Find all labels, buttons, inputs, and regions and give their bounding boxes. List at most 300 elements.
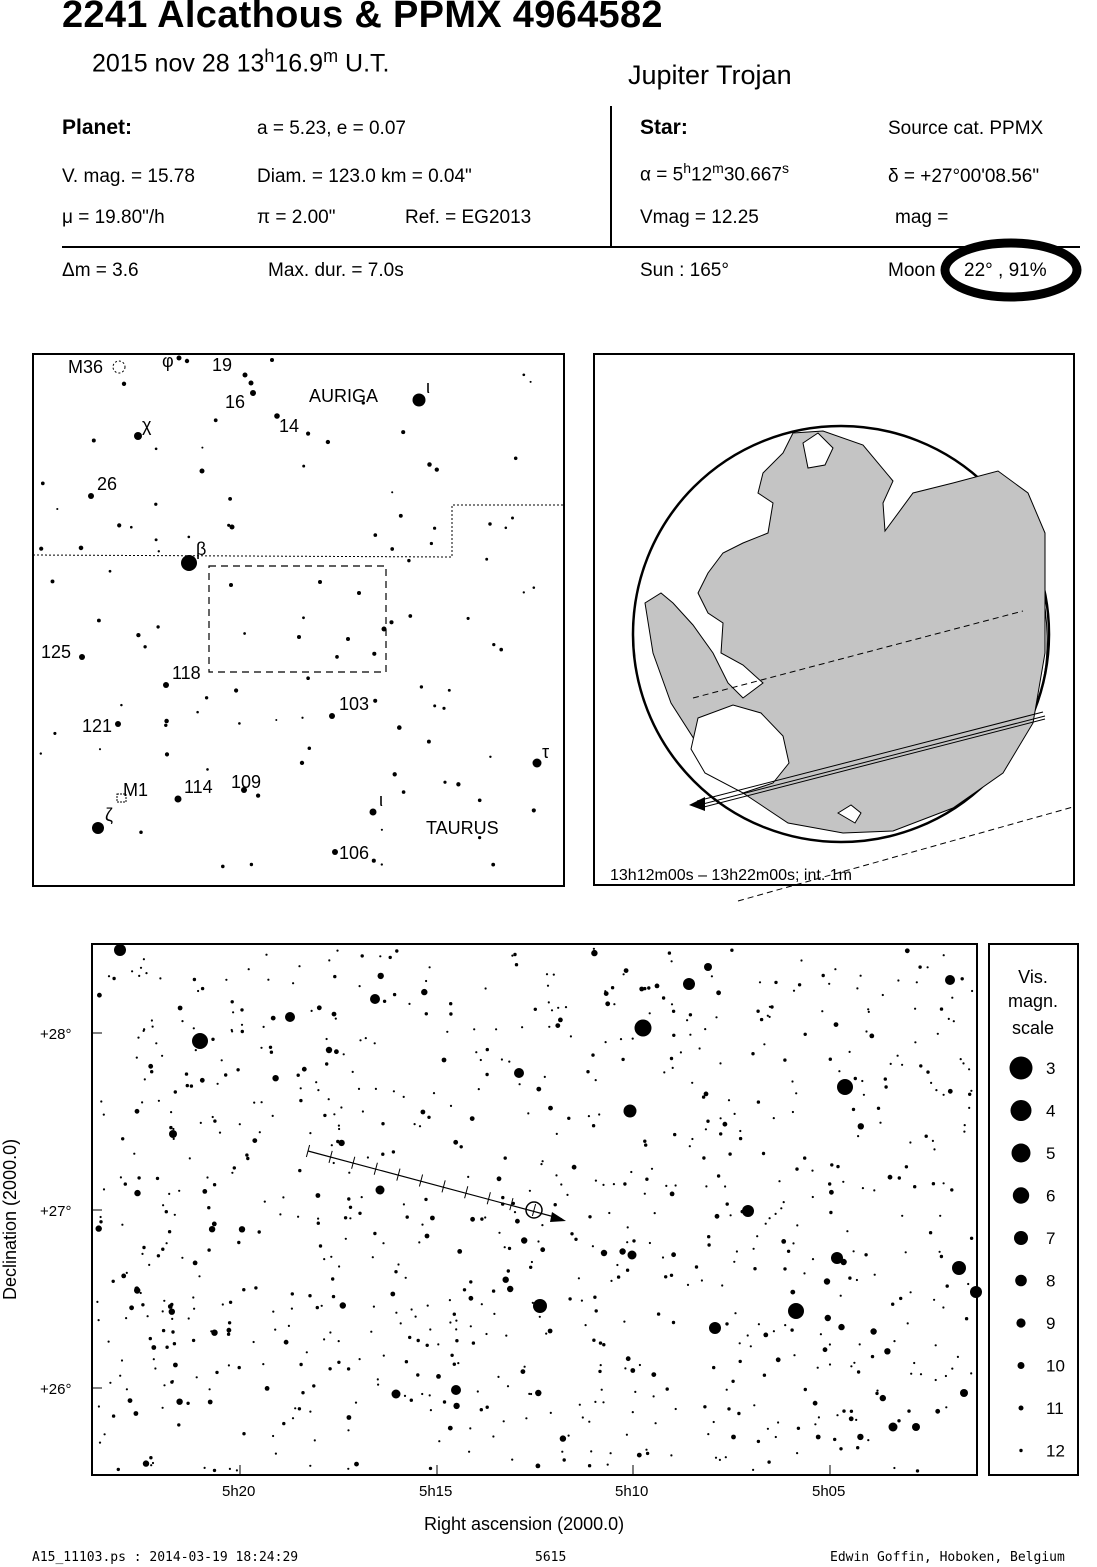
chart-star (134, 1411, 139, 1416)
chart-star (741, 1210, 744, 1213)
chart-star (504, 1246, 506, 1248)
chart-star (144, 1078, 146, 1080)
chart-star (379, 955, 381, 957)
table-divider-horizontal (62, 246, 1080, 248)
finder-star (491, 863, 495, 867)
finder-star (372, 652, 376, 656)
chart-star (914, 1041, 916, 1043)
finder-star (181, 555, 197, 571)
chart-star (901, 1064, 903, 1066)
chart-star (704, 963, 712, 971)
finder-star (522, 373, 525, 376)
chart-star (753, 1267, 756, 1270)
chart-star (449, 1002, 452, 1005)
chart-star (137, 1176, 140, 1179)
chart-star (760, 1018, 763, 1021)
legend-mag-label: 7 (1046, 1229, 1056, 1248)
finder-star (122, 382, 126, 386)
chart-star (193, 1308, 195, 1310)
chart-star (157, 1254, 160, 1257)
chart-star (416, 1373, 419, 1376)
chart-star (383, 1000, 386, 1003)
chart-star (798, 983, 801, 986)
chart-star (211, 1038, 214, 1041)
chart-star (162, 1310, 164, 1312)
chart-star (601, 1389, 603, 1391)
chart-star (359, 1039, 361, 1041)
chart-star (945, 975, 955, 985)
chart-star (856, 1446, 859, 1449)
chart-star (150, 1070, 153, 1073)
chart-star (177, 1423, 180, 1426)
finder-star (130, 526, 133, 529)
finder-star (164, 719, 168, 723)
chart-star (245, 1153, 248, 1156)
chart-star (300, 1087, 302, 1089)
chart-star (284, 1340, 289, 1345)
chart-star (521, 1026, 523, 1028)
chart-star (602, 1401, 604, 1403)
chart-star (137, 1037, 139, 1039)
chart-star (960, 1389, 968, 1397)
chart-star (529, 1190, 531, 1192)
globe-caption: 13h12m00s – 13h22m00s; int. 1m (610, 867, 852, 884)
chart-star (683, 978, 695, 990)
star-delta: δ = +27°00'08.56" (888, 166, 1040, 187)
chart-star (868, 1011, 870, 1013)
chart-star (236, 1469, 238, 1471)
chart-star (429, 966, 431, 968)
chart-star (258, 1230, 261, 1233)
finder-star (397, 725, 402, 730)
chart-star (200, 1078, 205, 1083)
chart-star (232, 1011, 234, 1013)
chart-star (442, 1058, 447, 1063)
chart-star (299, 1363, 302, 1366)
chart-star (792, 1242, 794, 1244)
star-source: Source cat. PPMX (888, 118, 1044, 139)
finder-star (399, 514, 403, 518)
chart-star (953, 1020, 955, 1022)
chart-star (968, 1093, 971, 1096)
chart-star (503, 1420, 505, 1422)
finder-star (402, 790, 406, 794)
chart-star (192, 1339, 195, 1342)
finder-star (448, 689, 451, 692)
chart-star (209, 1388, 211, 1390)
finder-star (243, 373, 248, 378)
chart-star (265, 954, 267, 956)
chart-star (672, 1321, 675, 1324)
chart-star (675, 1408, 677, 1410)
chart-star (925, 1135, 928, 1138)
chart-star (913, 1362, 915, 1364)
chart-star (858, 1126, 860, 1128)
chart-star (666, 1387, 669, 1390)
chart-star (171, 1318, 173, 1320)
chart-star (736, 1250, 738, 1252)
chart-star (426, 1344, 429, 1347)
chart-star (943, 954, 945, 956)
chart-star (940, 1007, 943, 1010)
chart-star (750, 1345, 752, 1347)
chart-star (222, 1303, 224, 1305)
chart-star (161, 1248, 164, 1251)
chart-star (292, 1417, 294, 1419)
chart-star (867, 1008, 869, 1010)
chart-star (328, 1098, 330, 1100)
chart-star (140, 967, 142, 969)
chart-star (376, 1186, 385, 1195)
finder-star (79, 546, 84, 551)
chart-star (514, 1068, 524, 1078)
chart-star (846, 1230, 848, 1232)
chart-star (853, 1362, 855, 1364)
finder-star (201, 447, 203, 449)
chart-star (103, 1188, 105, 1190)
chart-star (784, 1324, 786, 1326)
chart-star (178, 1006, 183, 1011)
chart-star (623, 1321, 625, 1323)
finder-star (427, 740, 431, 744)
finder-star (41, 482, 45, 486)
finder-star (205, 696, 208, 699)
chart-star (272, 1115, 274, 1117)
chart-star (336, 1140, 339, 1143)
chart-star (298, 1169, 301, 1172)
chart-star (623, 973, 625, 975)
chart-star (671, 960, 673, 962)
chart-star (437, 1343, 439, 1345)
chart-star (619, 1248, 625, 1254)
chart-star (129, 1305, 134, 1310)
chart-star (849, 1051, 851, 1053)
chart-star (148, 1264, 150, 1266)
chart-star (497, 1176, 502, 1181)
label-phi: φ (162, 353, 174, 371)
chart-star (519, 1083, 521, 1085)
chart-star (493, 1313, 495, 1315)
chart-star (449, 1321, 451, 1323)
chart-star (547, 985, 549, 987)
chart-star (141, 1101, 143, 1103)
chart-star (332, 1012, 337, 1017)
chart-star (874, 1274, 876, 1276)
chart-star (301, 1391, 304, 1394)
finder-star (485, 558, 488, 561)
finder-star (533, 586, 536, 589)
chart-star (788, 1303, 804, 1319)
finder-star (165, 752, 169, 756)
chart-star (253, 1341, 255, 1343)
planet-parallax: π = 2.00" (257, 207, 336, 228)
finder-star (154, 503, 157, 506)
chart-star (617, 1275, 620, 1278)
chart-star (168, 1230, 171, 1233)
chart-star (602, 1184, 604, 1186)
chart-star (739, 1137, 742, 1140)
chart-star (98, 1319, 100, 1321)
chart-star (541, 1224, 543, 1226)
chart-star (536, 1087, 541, 1092)
finder-star (357, 591, 361, 595)
chart-star (635, 1020, 652, 1037)
chart-star (317, 1218, 319, 1220)
finder-star (435, 467, 439, 471)
finder-star (185, 359, 189, 363)
globe-panel (593, 353, 1097, 908)
chart-star (588, 1115, 590, 1117)
chart-star (308, 1294, 311, 1297)
chart-star (159, 977, 161, 979)
chart-star (829, 1058, 832, 1061)
chart-star (582, 1416, 584, 1418)
chart-star (733, 1261, 735, 1263)
chart-star (737, 1412, 740, 1415)
chart-star (728, 1152, 731, 1155)
chart-star (383, 1355, 385, 1357)
chart-star (142, 1246, 145, 1249)
chart-star (838, 1324, 844, 1330)
chart-star (717, 1174, 720, 1177)
chart-star (814, 1423, 816, 1425)
chart-star (570, 1232, 573, 1235)
chart-star (796, 1224, 798, 1226)
chart-star (672, 1010, 675, 1013)
planet-motion: μ = 19.80"/h (62, 207, 165, 228)
chart-star (370, 1331, 372, 1333)
chart-star (193, 1261, 198, 1266)
chart-star (117, 1468, 120, 1471)
chart-star (457, 1362, 459, 1364)
chart-star (352, 1071, 354, 1073)
chart-star (372, 1256, 374, 1258)
chart-star (567, 1117, 570, 1120)
chart-star (408, 1336, 411, 1339)
chart-star (940, 1255, 943, 1258)
moon-label: Moon (888, 260, 936, 281)
chart-star (849, 1416, 854, 1421)
chart-star (169, 1126, 172, 1129)
chart-star (590, 1450, 592, 1452)
finder-star (302, 465, 305, 468)
chart-star (358, 1088, 360, 1090)
chart-star (725, 1322, 728, 1325)
chart-star (644, 1193, 646, 1195)
chart-star (417, 1339, 420, 1342)
chart-star (347, 1415, 352, 1420)
chart-star (421, 1393, 423, 1395)
chart-star (830, 1163, 833, 1166)
chart-star (279, 1213, 281, 1215)
finder-star (99, 748, 101, 750)
chart-star (136, 1057, 138, 1059)
page-title: 2241 Alcathous & PPMX 4964582 (62, 0, 663, 36)
chart-star (948, 1089, 953, 1094)
ra-tick-5h20: 5h20 (222, 1483, 256, 1500)
chart-star (769, 1006, 771, 1008)
chart-star (578, 1277, 580, 1279)
chart-star (345, 1238, 347, 1240)
finder-star (393, 772, 397, 776)
chart-star (153, 1358, 155, 1360)
finder-star (221, 865, 225, 869)
chart-star (553, 974, 555, 976)
chart-star (649, 1012, 651, 1014)
chart-star (712, 1366, 715, 1369)
chart-star (104, 1433, 106, 1435)
chart-star (889, 1423, 898, 1432)
chart-star (937, 1033, 939, 1035)
chart-star (254, 1286, 257, 1289)
chart-star (397, 1263, 399, 1265)
chart-star (323, 1114, 326, 1117)
chart-star (598, 1113, 600, 1115)
chart-star (864, 1253, 867, 1256)
chart-star (783, 1201, 785, 1203)
finder-star (206, 768, 209, 771)
chart-star (767, 1015, 769, 1017)
chart-star (655, 1422, 657, 1424)
chart-star (96, 1301, 98, 1303)
date-ut: U.T. (338, 49, 390, 78)
legend-mag-dot (1012, 1144, 1031, 1163)
chart-star (455, 1328, 457, 1330)
chart-star (879, 1122, 881, 1124)
chart-star (114, 944, 126, 956)
chart-star (457, 1249, 462, 1254)
chart-star (141, 1253, 143, 1255)
chart-star (675, 1184, 677, 1186)
chart-star (769, 1016, 771, 1018)
chart-star (373, 1306, 375, 1308)
chart-star (272, 1075, 278, 1081)
finder-star (136, 633, 140, 637)
chart-star (330, 1256, 332, 1258)
chart-star (163, 1300, 165, 1302)
chart-star (166, 1242, 168, 1244)
chart-star (319, 1244, 322, 1247)
chart-star (213, 1469, 216, 1472)
chart-star (154, 1367, 156, 1369)
chart-star (882, 994, 884, 996)
chart-star (213, 1119, 216, 1122)
chart-star (719, 1132, 722, 1135)
chart-star (836, 1414, 838, 1416)
chart-star (856, 1279, 858, 1281)
chart-star (147, 1315, 149, 1317)
chart-star (511, 955, 513, 957)
chart-star (686, 1019, 688, 1021)
chart-star (856, 987, 858, 989)
chart-star (463, 1288, 466, 1291)
chart-star (965, 1317, 968, 1320)
finder-star (492, 643, 495, 646)
chart-star (709, 1322, 721, 1334)
chart-star (930, 1082, 932, 1084)
chart-star (515, 1219, 520, 1224)
chart-star (140, 1292, 142, 1294)
chart-star (945, 1375, 947, 1377)
chart-star (555, 1174, 557, 1176)
chart-star (481, 1303, 483, 1305)
chart-star (751, 1052, 754, 1055)
chart-star (818, 1416, 820, 1418)
chart-star (816, 1435, 821, 1440)
chart-star (112, 1280, 115, 1283)
chart-star (515, 963, 518, 966)
chart-star (148, 1064, 153, 1069)
chart-star (161, 1055, 163, 1057)
finder-star (391, 491, 393, 493)
chart-star (317, 1222, 320, 1225)
chart-star (909, 1141, 911, 1143)
chart-star (822, 974, 825, 977)
chart-star (707, 1433, 709, 1435)
legend-mag-dot (1019, 1406, 1024, 1411)
chart-star (926, 1070, 929, 1073)
chart-star (570, 1035, 572, 1037)
chart-star (787, 1250, 790, 1253)
chart-star (121, 1274, 126, 1279)
chart-star (560, 1435, 566, 1441)
chart-star (803, 1272, 805, 1274)
chart-star (349, 1217, 351, 1219)
chart-star (378, 973, 384, 979)
chart-star (453, 1140, 458, 1145)
chart-star (315, 1081, 317, 1083)
chart-star (469, 1280, 472, 1283)
finder-star (51, 579, 55, 583)
chart-star (833, 1438, 836, 1441)
chart-star (673, 1133, 676, 1136)
chart-star (942, 1306, 944, 1308)
chart-star (775, 1213, 777, 1215)
chart-star (773, 1117, 775, 1119)
chart-star (715, 1457, 717, 1459)
finder-star (346, 637, 350, 641)
chart-star (935, 1089, 937, 1091)
legend-title-2: magn. (1007, 991, 1059, 1011)
finder-star (373, 533, 377, 537)
finder-star (243, 632, 246, 635)
chart-star (804, 1388, 807, 1391)
chart-star (935, 1409, 940, 1414)
chart-star (680, 1051, 682, 1053)
chart-star (707, 1235, 710, 1238)
chart-star (840, 1295, 842, 1297)
chart-star (328, 1367, 331, 1370)
chart-star (331, 1277, 334, 1280)
chart-star (126, 1272, 128, 1274)
chart-star (325, 1062, 328, 1065)
chart-star (532, 1302, 534, 1304)
chart-star (453, 1363, 456, 1366)
chart-star (209, 1226, 215, 1232)
chart-star (239, 1123, 241, 1125)
footer-file: A15_11103.ps : 2014-03-19 18:24:29 (32, 1550, 299, 1565)
chart-star (797, 1427, 800, 1430)
chart-star (645, 1449, 647, 1451)
planet-vmag: V. mag. = 15.78 (62, 166, 195, 187)
chart-star (395, 1312, 397, 1314)
chart-star (705, 1128, 707, 1130)
chart-star (905, 1165, 908, 1168)
chart-star (670, 1274, 673, 1277)
chart-star (540, 1247, 545, 1252)
chart-star (186, 1084, 189, 1087)
chart-star (804, 1033, 807, 1036)
